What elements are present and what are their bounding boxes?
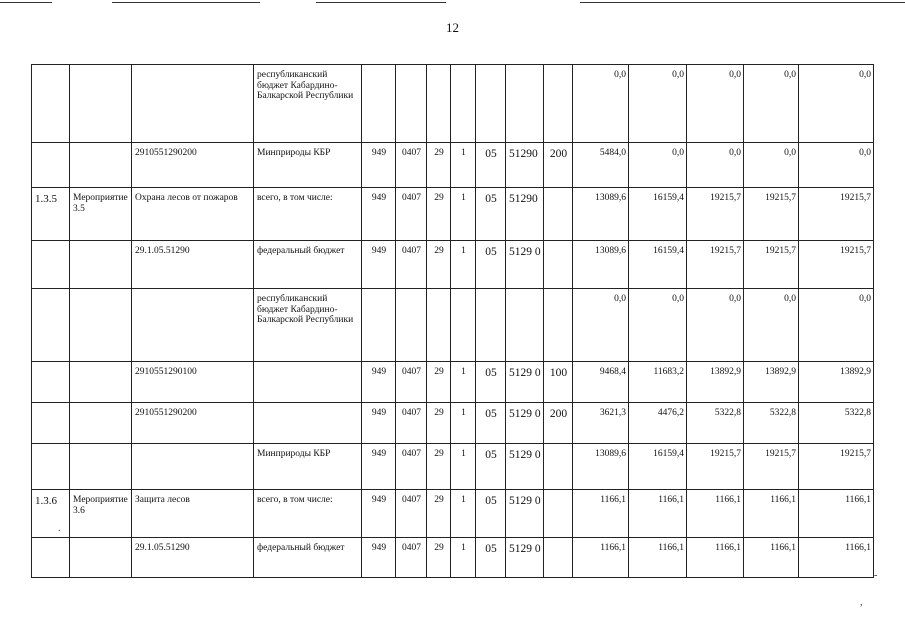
cell-rz: 0407 [396,538,427,578]
scan-mark-3: - [874,570,878,581]
cell-dir: 5129 0 [506,403,544,444]
top-rule-3 [316,2,446,3]
table-row [32,538,874,578]
cell-v5: 0,0 [799,143,874,188]
cell-vr: 200 [544,143,573,188]
cell-v3: 19215,7 [687,241,744,289]
cell-source [254,362,362,403]
cell-type [70,65,132,143]
cell-v2: 16159,4 [629,444,687,490]
cell-om: 05 [476,188,506,241]
cell-source: всего, в том числе: [254,490,362,538]
cell-type [70,444,132,490]
cell-type [70,403,132,444]
cell-rz [396,289,427,362]
cell-v2: 1166,1 [629,490,687,538]
scan-mark-1: . [58,523,61,534]
top-rule-4 [580,2,905,3]
cell-vr [544,241,573,289]
cell-pp: 1 [451,241,476,289]
cell-num [32,538,70,578]
cell-v2: 0,0 [629,65,687,143]
top-rule-1 [0,2,52,3]
cell-v4: 13892,9 [744,362,799,403]
cell-rz: 0407 [396,143,427,188]
cell-pp: 1 [451,403,476,444]
cell-gp: 29 [427,490,451,538]
table-row [32,403,874,444]
cell-om [476,289,506,362]
cell-gp [427,289,451,362]
cell-name [132,444,254,490]
cell-v5: 13892,9 [799,362,874,403]
cell-name: 2910551290200 [132,143,254,188]
cell-grbs: 949 [362,188,396,241]
cell-num [32,65,70,143]
cell-source: Минприроды КБР [254,143,362,188]
cell-v3: 1166,1 [687,538,744,578]
cell-grbs [362,65,396,143]
cell-rz: 0407 [396,403,427,444]
cell-v1: 0,0 [573,65,629,143]
cell-v3: 1166,1 [687,490,744,538]
cell-type [70,362,132,403]
cell-source: республиканский бюджет Кабардино-Балкарской Республики [254,65,362,143]
cell-v5: 1166,1 [799,490,874,538]
cell-v3: 0,0 [687,289,744,362]
cell-rz: 0407 [396,490,427,538]
cell-grbs: 949 [362,241,396,289]
table-row [32,289,874,362]
table-body [32,65,874,578]
cell-type: Мероприятие 3.5 [70,188,132,241]
cell-vr [544,289,573,362]
cell-v3: 19215,7 [687,444,744,490]
cell-v2: 11683,2 [629,362,687,403]
cell-gp: 29 [427,362,451,403]
cell-v4: 0,0 [744,65,799,143]
cell-name: 2910551290200 [132,403,254,444]
cell-grbs: 949 [362,403,396,444]
cell-grbs: 949 [362,362,396,403]
cell-num [32,241,70,289]
cell-v4: 5322,8 [744,403,799,444]
cell-v2: 1166,1 [629,538,687,578]
cell-v3: 0,0 [687,143,744,188]
cell-source: Минприроды КБР [254,444,362,490]
page-number: 12 [446,20,459,35]
table-row [32,490,874,538]
cell-dir: 5129 0 [506,490,544,538]
cell-type: Мероприятие 3.6 [70,490,132,538]
cell-num [32,289,70,362]
cell-source: всего, в том числе: [254,188,362,241]
cell-v1: 5484,0 [573,143,629,188]
cell-pp: 1 [451,538,476,578]
cell-om: 05 [476,143,506,188]
cell-dir: 5129 0 [506,241,544,289]
cell-dir: 51290 [506,188,544,241]
cell-om: 05 [476,538,506,578]
cell-dir: 51290 [506,143,544,188]
cell-name: 29.1.05.51290 [132,538,254,578]
cell-grbs: 949 [362,444,396,490]
cell-num: 1.3.5 [32,188,70,241]
cell-v4: 1166,1 [744,490,799,538]
cell-dir [506,289,544,362]
cell-rz: 0407 [396,241,427,289]
cell-source: федеральный бюджет [254,241,362,289]
cell-v5: 0,0 [799,289,874,362]
cell-gp: 29 [427,538,451,578]
table-row [32,65,874,143]
cell-type [70,538,132,578]
cell-num [32,362,70,403]
cell-gp: 29 [427,444,451,490]
cell-type [70,143,132,188]
cell-v2: 16159,4 [629,188,687,241]
cell-pp [451,65,476,143]
cell-grbs: 949 [362,143,396,188]
cell-v4: 1166,1 [744,538,799,578]
cell-pp: 1 [451,444,476,490]
cell-name: 29.1.05.51290 [132,241,254,289]
cell-om: 05 [476,490,506,538]
cell-gp: 29 [427,143,451,188]
cell-v1: 1166,1 [573,490,629,538]
cell-v5: 19215,7 [799,241,874,289]
cell-gp [427,65,451,143]
cell-om: 05 [476,241,506,289]
cell-rz: 0407 [396,444,427,490]
cell-v5: 19215,7 [799,188,874,241]
table-row [32,444,874,490]
cell-v3: 0,0 [687,65,744,143]
cell-om: 05 [476,403,506,444]
cell-grbs: 949 [362,490,396,538]
top-rule-2 [112,2,260,3]
cell-gp: 29 [427,403,451,444]
cell-om [476,65,506,143]
cell-vr: 100 [544,362,573,403]
cell-v4: 0,0 [744,289,799,362]
cell-pp: 1 [451,143,476,188]
scan-mark-2: , [860,597,863,608]
cell-dir: 5129 0 [506,538,544,578]
cell-om: 05 [476,444,506,490]
cell-v2: 4476,2 [629,403,687,444]
cell-v1: 13089,6 [573,241,629,289]
cell-v1: 13089,6 [573,444,629,490]
cell-name [132,65,254,143]
cell-v4: 19215,7 [744,444,799,490]
cell-vr [544,65,573,143]
cell-v1: 3621,3 [573,403,629,444]
cell-v1: 0,0 [573,289,629,362]
cell-source: республиканский бюджет Кабардино-Балкарской Республики [254,289,362,362]
cell-v5: 0,0 [799,65,874,143]
cell-pp: 1 [451,362,476,403]
cell-vr [544,538,573,578]
cell-v1: 13089,6 [573,188,629,241]
cell-vr: 200 [544,403,573,444]
cell-grbs [362,289,396,362]
cell-v1: 9468,4 [573,362,629,403]
cell-v3: 19215,7 [687,188,744,241]
cell-name: 2910551290100 [132,362,254,403]
cell-v4: 0,0 [744,143,799,188]
cell-v3: 13892,9 [687,362,744,403]
cell-v4: 19215,7 [744,188,799,241]
table-row [32,241,874,289]
cell-vr [544,188,573,241]
cell-v5: 1166,1 [799,538,874,578]
cell-pp: 1 [451,188,476,241]
cell-dir: 5129 0 [506,362,544,403]
table-row [32,188,874,241]
cell-dir [506,65,544,143]
table-row [32,143,874,188]
cell-dir: 5129 0 [506,444,544,490]
cell-vr [544,490,573,538]
cell-type [70,289,132,362]
cell-v5: 5322,8 [799,403,874,444]
cell-name [132,289,254,362]
cell-gp: 29 [427,241,451,289]
cell-type [70,241,132,289]
cell-num [32,143,70,188]
cell-source [254,403,362,444]
cell-rz: 0407 [396,188,427,241]
cell-v2: 16159,4 [629,241,687,289]
cell-rz: 0407 [396,362,427,403]
cell-name: Охрана лесов от пожаров [132,188,254,241]
cell-num [32,403,70,444]
cell-v2: 0,0 [629,143,687,188]
cell-v5: 19215,7 [799,444,874,490]
cell-grbs: 949 [362,538,396,578]
cell-num: 1.3.6 [32,490,70,538]
cell-om: 05 [476,362,506,403]
cell-vr [544,444,573,490]
budget-table [31,64,874,578]
cell-rz [396,65,427,143]
cell-v3: 5322,8 [687,403,744,444]
cell-pp [451,289,476,362]
cell-num [32,444,70,490]
cell-source: федеральный бюджет [254,538,362,578]
cell-name: Защита лесов [132,490,254,538]
cell-v1: 1166,1 [573,538,629,578]
table-row [32,362,874,403]
cell-v2: 0,0 [629,289,687,362]
cell-v4: 19215,7 [744,241,799,289]
cell-gp: 29 [427,188,451,241]
cell-pp: 1 [451,490,476,538]
